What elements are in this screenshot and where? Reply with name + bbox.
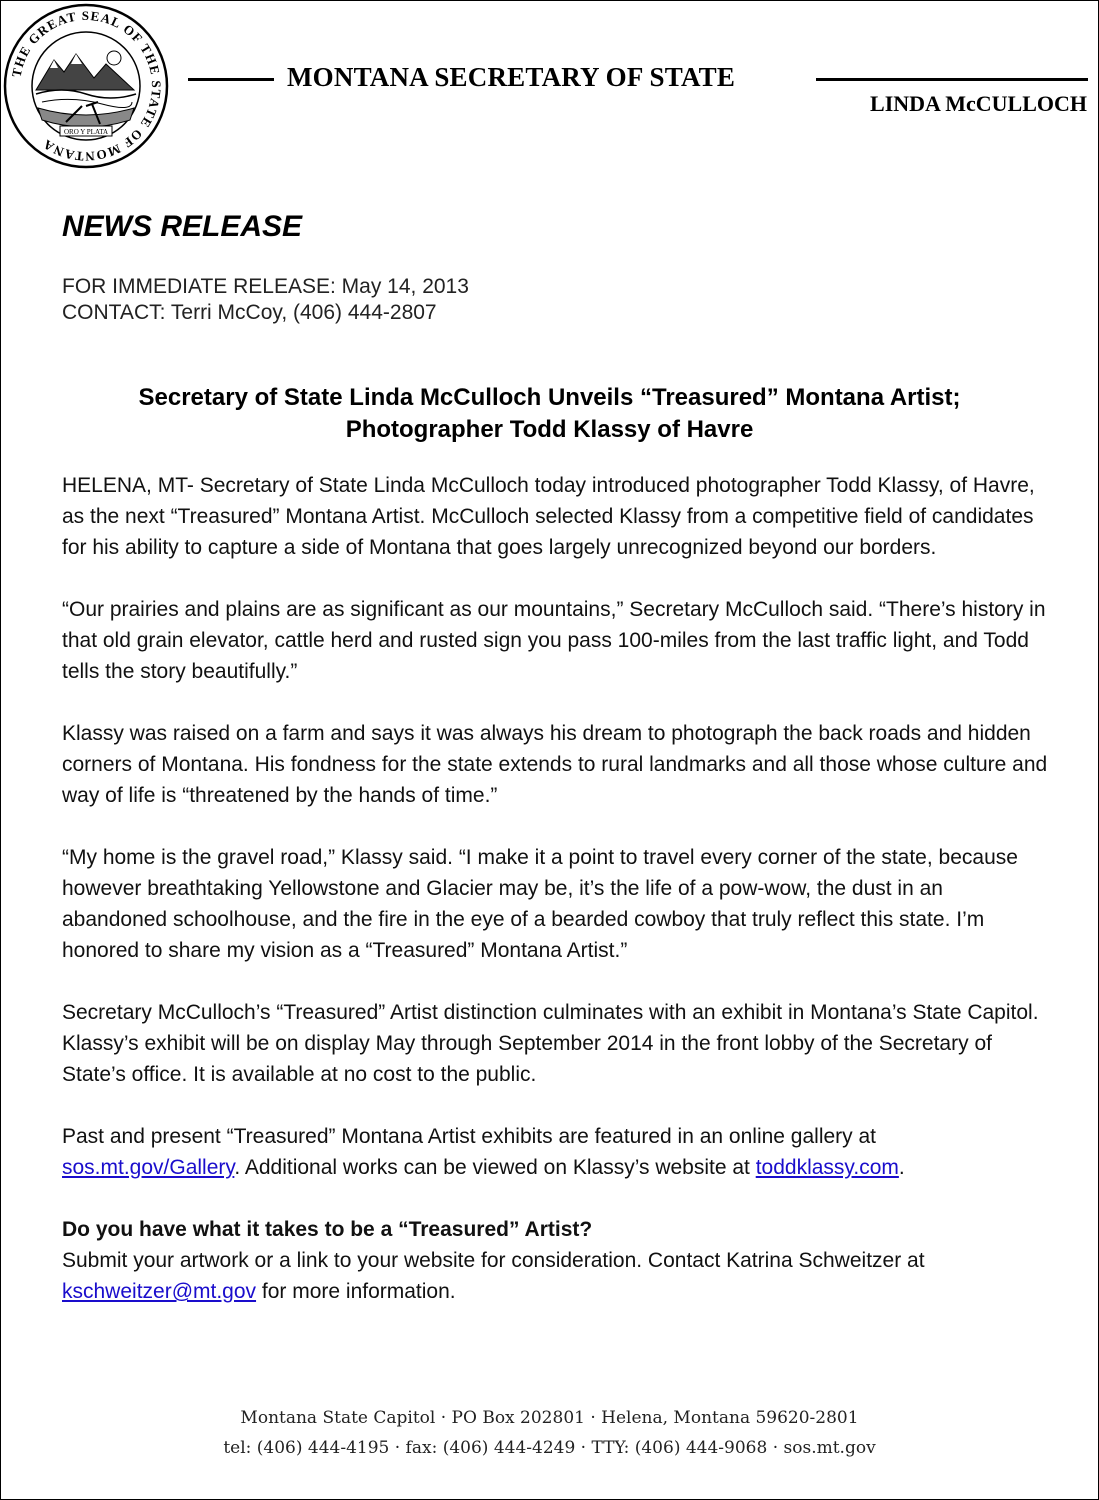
- headline-line-2: Photographer Todd Klassy of Havre: [345, 416, 754, 443]
- paragraph-gallery: [62, 1121, 1052, 1183]
- svg-text:THE GREAT SEAL OF THE STATE OF: THE GREAT SEAL OF THE STATE OF MONTANA: [8, 7, 165, 165]
- secretary-name: LINDA McCULLOCH: [870, 91, 1087, 116]
- gallery-text-c: .: [898, 1156, 905, 1179]
- submission-text-a: Submit your artwork or a link to your website for consideration. Contact Katrina Schweitzer at: [62, 1249, 925, 1272]
- footer-phones: tel: (406) 444-4195 · fax: (406) 444-4249 · TTY: (406) 444-9068 · sos.mt.gov: [223, 1438, 876, 1458]
- submission-question: Do you have what it takes to be a “Treasured” Artist?: [62, 1218, 593, 1241]
- footer-address: Montana State Capitol · PO Box 202801 · Helena, Montana 59620-2801: [240, 1408, 859, 1428]
- artist-website-link[interactable]: toddklassy.com: [755, 1156, 899, 1179]
- footer: [0, 1403, 1099, 1463]
- paragraph-intro: HELENA, MT- Secretary of State Linda McCulloch today introduced photographer Todd Klassy, of Havre, as the next “Treasured” Montana Artist. McCulloch selected Klassy from a competitive field of candidates for his ability to capture a side of Montana that goes largely unrecognized beyond our borders.: [62, 474, 1035, 559]
- gallery-text-b: . Additional works can be viewed on Klassy’s website at: [234, 1156, 756, 1179]
- paragraph-quote-mcculloch: “Our prairies and plains are as significant as our mountains,” Secretary McCulloch said. “There’s history in that old grain elevator, cattle herd and rusted sign you pass 100-miles from the last traffic light, and Todd tells the story beautifully.”: [62, 598, 1046, 683]
- paragraph-exhibit: Secretary McCulloch’s “Treasured” Artist distinction culminates with an exhibit in Montana’s State Capitol. Klassy’s exhibit will be on display May through September 2014 in the front lobby of the Secretary of State’s office. It is available at no cost to the public.: [62, 1001, 1039, 1086]
- gallery-link[interactable]: sos.mt.gov/Gallery: [62, 1156, 235, 1179]
- submission-text: [62, 1245, 1052, 1307]
- agency-title: MONTANA SECRETARY OF STATE: [287, 62, 736, 92]
- submission-text-b: for more information.: [256, 1280, 456, 1303]
- contact-email-link[interactable]: kschweitzer@mt.gov: [62, 1280, 257, 1303]
- paragraph-quote-klassy: “My home is the gravel road,” Klassy said. “I make it a point to travel every corner of the state, because however breathtaking Yellowstone and Glacier may be, it’s the life of a pow-wow, the dust in an abandoned schoolhouse, and the fire in the eye of a bearded cowboy that truly reflect this state. I’m honored to share my vision as a “Treasured” Montana Artist.”: [62, 846, 1018, 962]
- montana-great-seal-logo: [2, 2, 170, 170]
- header-rule-right: [816, 78, 1088, 81]
- header-rule-left: [188, 78, 274, 81]
- headline: [40, 382, 1059, 446]
- article-body: [62, 470, 1052, 1307]
- news-release-label: NEWS RELEASE: [62, 210, 303, 243]
- svg-text:ORO Y PLATA: ORO Y PLATA: [63, 128, 109, 136]
- gallery-text-a: Past and present “Treasured” Montana Artist exhibits are featured in an online gallery at: [62, 1125, 877, 1148]
- paragraph-background: Klassy was raised on a farm and says it was always his dream to photograph the back roads and hidden corners of Montana. His fondness for the state extends to rural landmarks and all those whose culture and way of life is “threatened by the hands of time.”: [62, 722, 1048, 807]
- release-date: FOR IMMEDIATE RELEASE: May 14, 2013: [62, 275, 469, 298]
- release-info: [62, 274, 469, 326]
- paragraph-submit: [62, 1214, 1052, 1307]
- contact-line: CONTACT: Terri McCoy, (406) 444-2807: [62, 301, 437, 324]
- headline-line-1: Secretary of State Linda McCulloch Unveils “Treasured” Montana Artist;: [138, 384, 961, 411]
